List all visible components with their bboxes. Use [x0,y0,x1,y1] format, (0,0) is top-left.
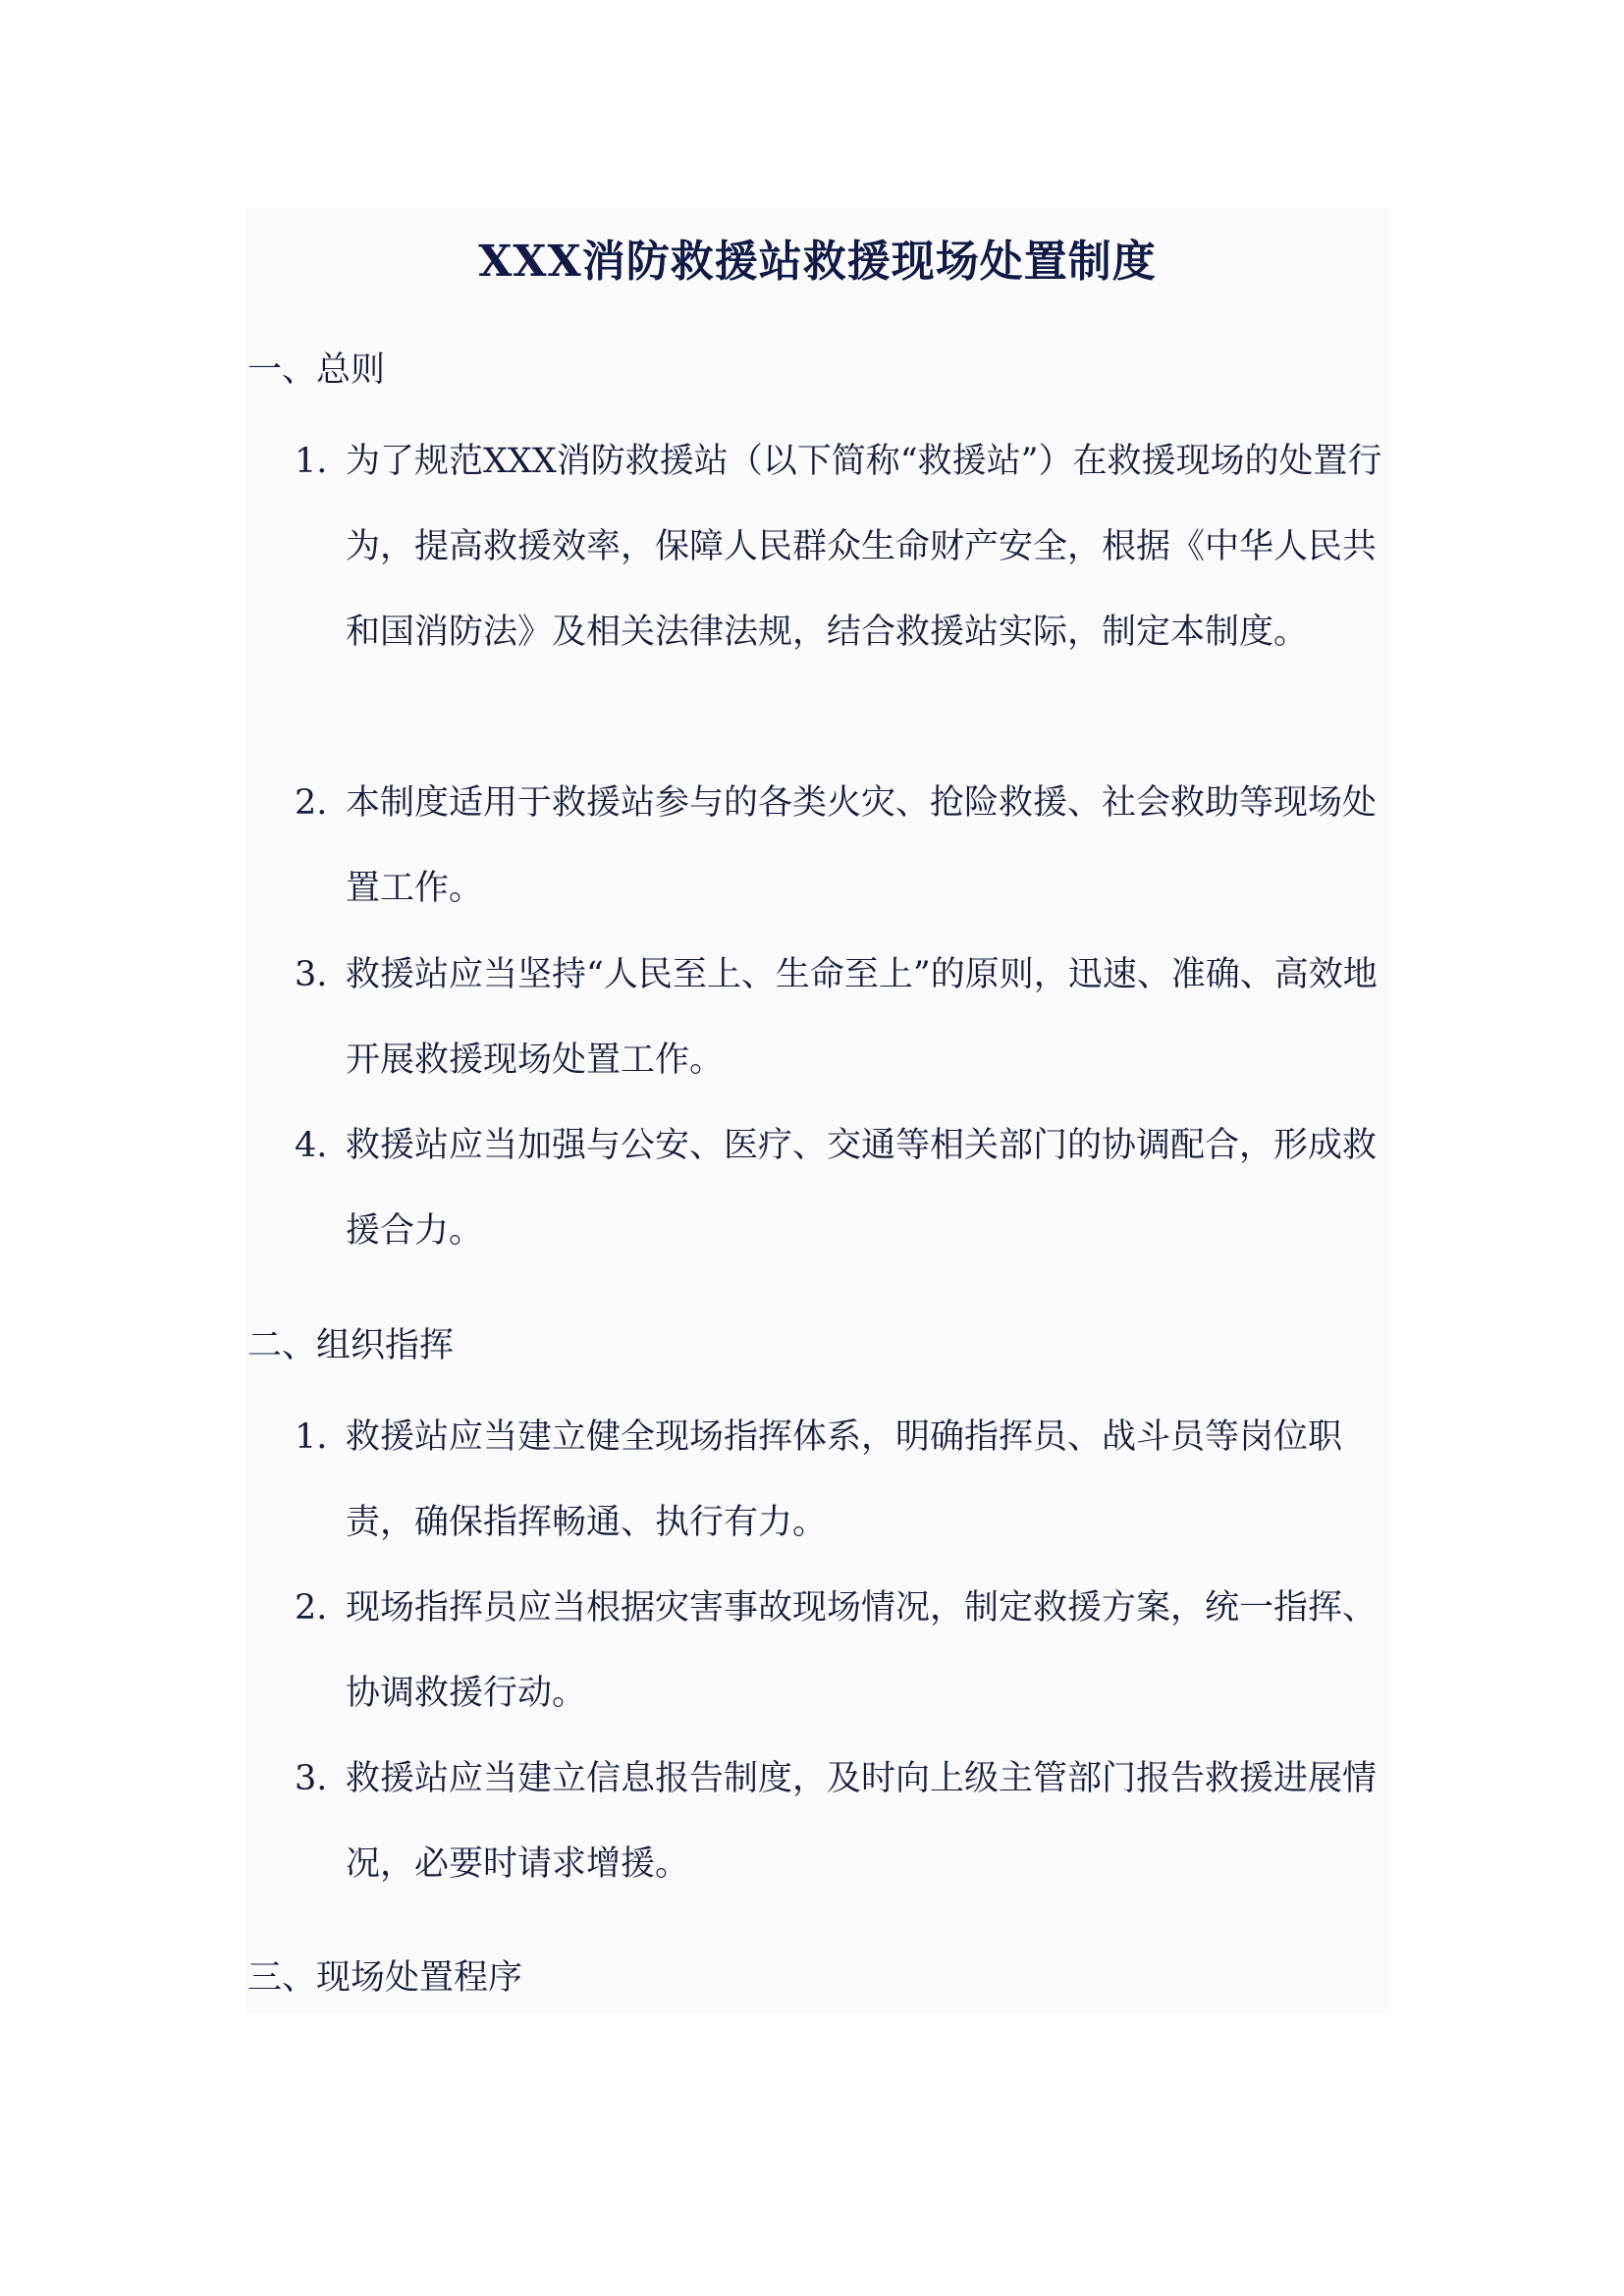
item-number: 4. [295,1126,328,1165]
item-text: 救援站应当加强与公安、医疗、交通等相关部门的协调配合，形成救援合力。 [346,1126,1378,1251]
item-number: 3. [295,1759,328,1798]
item-text: 救援站应当建立信息报告制度，及时向上级主管部门报告救援进展情况，必要时请求增援。 [346,1759,1378,1884]
section-heading-procedure: 三、现场处置程序 [247,1958,523,1998]
section-heading-organization: 二、组织指挥 [247,1326,455,1365]
item-number: 2. [295,1588,328,1628]
list-item [295,933,1404,1103]
item-text: 救援站应当建立健全现场指挥体系，明确指挥员、战斗员等岗位职责，确保指挥畅通、执行有力。 [346,1417,1343,1542]
item-text: 救援站应当坚持“人民至上、生命至上”的原则，迅速、准确、高效地开展救援现场处置工作。 [346,955,1378,1080]
list-item [295,1103,1404,1274]
item-number: 1. [295,1417,328,1457]
list-item [295,1566,1404,1736]
section-heading-general: 一、总则 [247,350,386,390]
document-title: XXX消防救援站救援现场处置制度 [478,237,1157,287]
item-number: 1. [295,442,328,481]
item-number: 2. [295,783,328,823]
item-text: 现场指挥员应当根据灾害事故现场情况，制定救援方案，统一指挥、协调救援行动。 [346,1588,1378,1713]
list-item [295,1736,1404,1907]
item-number: 3. [295,955,328,994]
list-item [295,761,1404,932]
list-item [295,419,1404,675]
list-item [295,1395,1404,1566]
item-text: 本制度适用于救援站参与的各类火灾、抢险救援、社会救助等现场处置工作。 [346,783,1378,908]
item-text: 为了规范XXX消防救援站（以下简称“救援站”）在救援现场的处置行为，提高救援效率，保障人民群众生命财产安全，根据《中华人民共和国消防法》及相关法律法规，结合救援站实际，制定本制度。 [346,442,1382,652]
